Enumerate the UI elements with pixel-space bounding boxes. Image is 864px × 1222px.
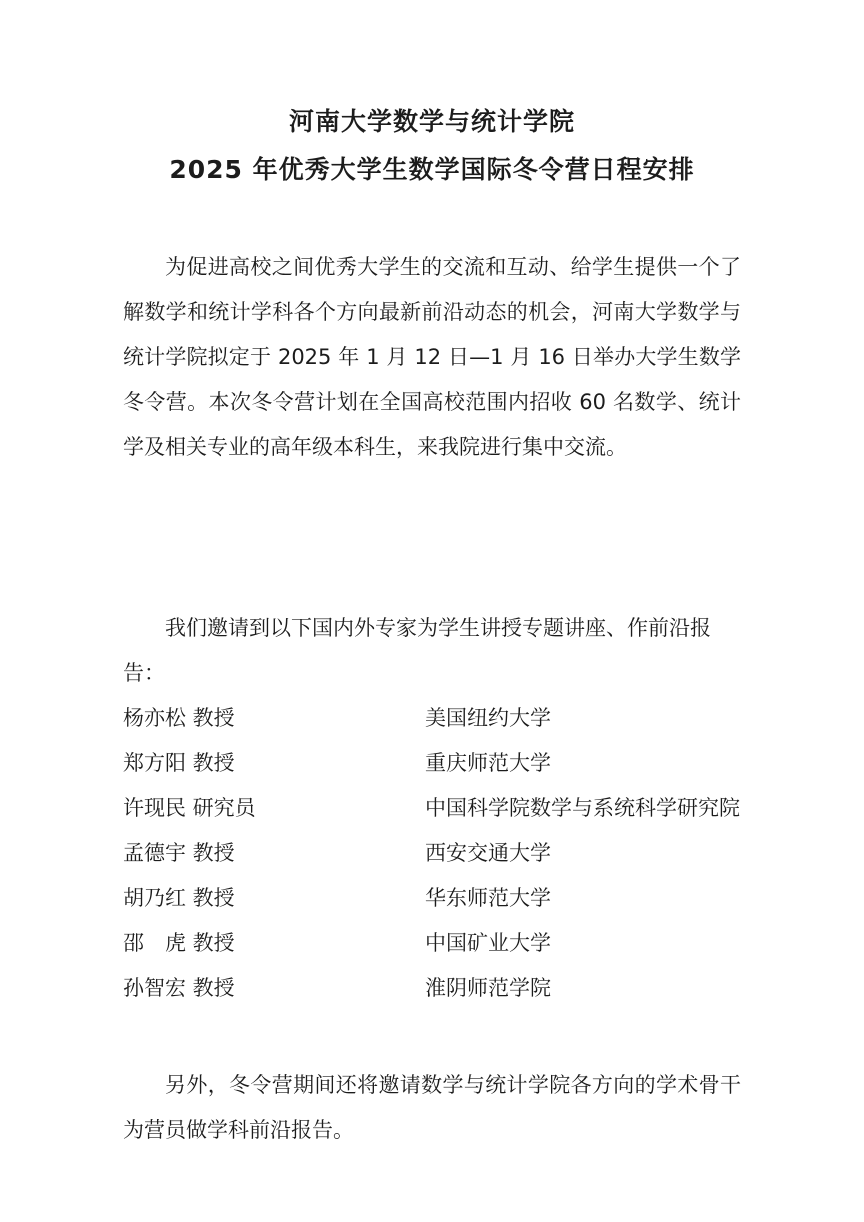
expert-row — [123, 786, 741, 831]
expert-row — [123, 741, 741, 786]
intro-paragraph: 为促进高校之间优秀大学生的交流和互动、给学生提供一个了解数学和统计学科各个方向最新前沿动态的机会，河南大学数学与统计学院拟定于 2025 年 1 月 12 日—1 月 16 日举办大学生数学冬令营。本次冬令营计划在全国高校范围内招收 60 名数学、统计学及相关专业的高年级本科生，来我院进行集中交流。 — [123, 255, 741, 459]
expert-affiliation: 重庆师范大学 — [425, 751, 551, 775]
expert-affiliation: 中国科学院数学与系统科学研究院 — [425, 796, 740, 820]
document-title-line1: 河南大学数学与统计学院 — [288, 107, 575, 136]
expert-affiliation: 中国矿业大学 — [425, 931, 551, 955]
invite-lead-paragraph: 我们邀请到以下国内外专家为学生讲授专题讲座、作前沿报告： — [123, 616, 711, 685]
expert-affiliation: 西安交通大学 — [425, 841, 551, 865]
expert-name: 邵 虎 教授 — [123, 931, 235, 955]
document-title-line2: 2025 年优秀大学生数学国际冬令营日程安排 — [169, 155, 695, 184]
expert-affiliation: 淮阴师范学院 — [425, 976, 551, 1000]
expert-row — [123, 831, 741, 876]
expert-name: 郑方阳 教授 — [123, 751, 235, 775]
expert-name: 许现民 研究员 — [123, 796, 256, 820]
expert-name: 孙智宏 教授 — [123, 976, 235, 1000]
expert-row — [123, 876, 741, 921]
expert-row — [123, 966, 741, 1011]
expert-name: 孟德宇 教授 — [123, 841, 235, 865]
expert-row — [123, 696, 741, 741]
expert-row — [123, 921, 741, 966]
experts-list — [123, 696, 741, 1011]
expert-affiliation: 华东师范大学 — [425, 886, 551, 910]
closing-paragraph: 另外，冬令营期间还将邀请数学与统计学院各方向的学术骨干为营员做学科前沿报告。 — [123, 1073, 741, 1142]
expert-affiliation: 美国纽约大学 — [425, 706, 551, 730]
expert-name: 杨亦松 教授 — [123, 706, 235, 730]
expert-name: 胡乃红 教授 — [123, 886, 235, 910]
